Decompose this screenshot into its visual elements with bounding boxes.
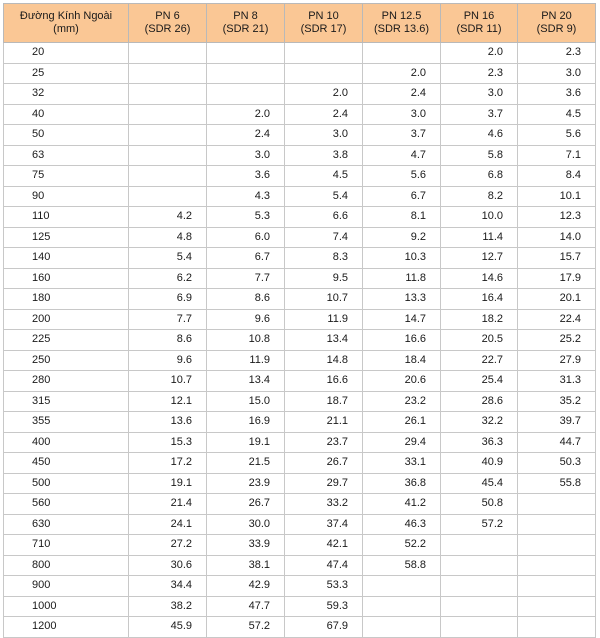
table-row [4,125,596,146]
wall-thickness-cell: 33.1 [363,453,441,474]
table-row [4,350,596,371]
header-pn12-5 [363,4,441,43]
wall-thickness-cell [363,43,441,64]
header-line: PN 10 [308,10,339,22]
header-line: (SDR 21) [222,23,269,35]
header-row [4,4,596,43]
wall-thickness-cell: 9.6 [207,309,285,330]
wall-thickness-cell [285,63,363,84]
wall-thickness-cell: 8.3 [285,248,363,269]
wall-thickness-cell: 57.2 [207,617,285,638]
header-line: PN 12.5 [381,10,422,22]
wall-thickness-cell: 45.9 [129,617,207,638]
table-row [4,309,596,330]
outer-diameter-cell: 1000 [4,596,129,617]
wall-thickness-cell: 9.6 [129,350,207,371]
wall-thickness-cell: 19.1 [129,473,207,494]
table-row [4,453,596,474]
wall-thickness-cell: 18.4 [363,350,441,371]
wall-thickness-cell: 5.4 [285,186,363,207]
wall-thickness-cell: 11.8 [363,268,441,289]
wall-thickness-cell: 4.7 [363,145,441,166]
wall-thickness-cell: 47.4 [285,555,363,576]
wall-thickness-cell [518,535,596,556]
wall-thickness-cell: 16.4 [441,289,518,310]
wall-thickness-cell: 12.7 [441,248,518,269]
wall-thickness-cell: 6.7 [363,186,441,207]
wall-thickness-cell: 27.2 [129,535,207,556]
wall-thickness-cell: 23.2 [363,391,441,412]
wall-thickness-cell: 58.8 [363,555,441,576]
wall-thickness-cell: 17.2 [129,453,207,474]
wall-thickness-cell: 33.9 [207,535,285,556]
wall-thickness-cell: 7.7 [129,309,207,330]
wall-thickness-cell: 6.0 [207,227,285,248]
header-pn6 [129,4,207,43]
header-pn10 [285,4,363,43]
wall-thickness-cell: 57.2 [441,514,518,535]
wall-thickness-cell: 5.3 [207,207,285,228]
wall-thickness-cell: 13.4 [285,330,363,351]
wall-thickness-cell: 29.7 [285,473,363,494]
outer-diameter-cell: 450 [4,453,129,474]
wall-thickness-cell: 32.2 [441,412,518,433]
wall-thickness-cell [129,104,207,125]
wall-thickness-cell: 45.4 [441,473,518,494]
wall-thickness-cell [129,43,207,64]
wall-thickness-cell: 20.5 [441,330,518,351]
wall-thickness-cell: 24.1 [129,514,207,535]
wall-thickness-cell [207,63,285,84]
wall-thickness-cell: 10.1 [518,186,596,207]
wall-thickness-cell: 37.4 [285,514,363,535]
wall-thickness-cell: 2.3 [518,43,596,64]
wall-thickness-cell: 16.6 [363,330,441,351]
wall-thickness-cell: 6.7 [207,248,285,269]
wall-thickness-cell: 35.2 [518,391,596,412]
wall-thickness-cell: 14.7 [363,309,441,330]
wall-thickness-cell [518,617,596,638]
wall-thickness-cell: 14.0 [518,227,596,248]
wall-thickness-cell: 18.2 [441,309,518,330]
wall-thickness-cell [285,43,363,64]
table-row [4,596,596,617]
wall-thickness-cell: 8.4 [518,166,596,187]
header-line: (SDR 26) [144,23,191,35]
wall-thickness-cell: 22.4 [518,309,596,330]
wall-thickness-cell: 46.3 [363,514,441,535]
wall-thickness-cell: 7.4 [285,227,363,248]
wall-thickness-cell: 11.9 [285,309,363,330]
wall-thickness-cell: 17.9 [518,268,596,289]
wall-thickness-cell: 38.2 [129,596,207,617]
wall-thickness-cell: 42.9 [207,576,285,597]
wall-thickness-cell [441,555,518,576]
wall-thickness-cell: 9.2 [363,227,441,248]
table-row [4,576,596,597]
header-line: (SDR 9) [536,23,577,35]
table-row [4,268,596,289]
outer-diameter-cell: 90 [4,186,129,207]
wall-thickness-cell: 3.0 [518,63,596,84]
wall-thickness-cell: 16.6 [285,371,363,392]
table-row [4,371,596,392]
wall-thickness-cell: 19.1 [207,432,285,453]
outer-diameter-cell: 40 [4,104,129,125]
wall-thickness-cell: 16.9 [207,412,285,433]
wall-thickness-cell: 31.3 [518,371,596,392]
table-row [4,84,596,105]
wall-thickness-cell: 4.2 [129,207,207,228]
wall-thickness-cell: 14.8 [285,350,363,371]
wall-thickness-cell: 21.5 [207,453,285,474]
outer-diameter-cell: 140 [4,248,129,269]
table-container [3,3,596,638]
wall-thickness-cell: 4.6 [441,125,518,146]
outer-diameter-cell: 50 [4,125,129,146]
wall-thickness-cell [441,576,518,597]
wall-thickness-cell: 22.7 [441,350,518,371]
wall-thickness-cell: 20.6 [363,371,441,392]
wall-thickness-cell: 3.7 [363,125,441,146]
wall-thickness-cell: 3.8 [285,145,363,166]
header-line: (SDR 13.6) [373,23,430,35]
wall-thickness-cell: 42.1 [285,535,363,556]
wall-thickness-cell: 38.1 [207,555,285,576]
wall-thickness-cell: 44.7 [518,432,596,453]
outer-diameter-cell: 25 [4,63,129,84]
table-row [4,186,596,207]
wall-thickness-cell: 10.7 [285,289,363,310]
wall-thickness-cell [129,84,207,105]
header-line: PN 16 [463,10,495,22]
wall-thickness-cell: 59.3 [285,596,363,617]
outer-diameter-cell: 500 [4,473,129,494]
outer-diameter-cell: 400 [4,432,129,453]
wall-thickness-cell [363,617,441,638]
wall-thickness-cell: 30.0 [207,514,285,535]
wall-thickness-cell [207,43,285,64]
table-body [4,43,596,638]
wall-thickness-cell: 4.8 [129,227,207,248]
wall-thickness-cell: 4.5 [518,104,596,125]
wall-thickness-cell: 8.2 [441,186,518,207]
pipe-wall-thickness-table [3,3,596,638]
wall-thickness-cell: 29.4 [363,432,441,453]
wall-thickness-cell: 36.8 [363,473,441,494]
wall-thickness-cell: 10.0 [441,207,518,228]
outer-diameter-cell: 560 [4,494,129,515]
table-row [4,514,596,535]
outer-diameter-cell: 315 [4,391,129,412]
outer-diameter-cell: 280 [4,371,129,392]
wall-thickness-cell: 15.0 [207,391,285,412]
header-line: PN 6 [155,10,180,22]
wall-thickness-cell: 67.9 [285,617,363,638]
wall-thickness-cell: 36.3 [441,432,518,453]
table-row [4,391,596,412]
wall-thickness-cell: 39.7 [518,412,596,433]
table-row [4,43,596,64]
wall-thickness-cell: 8.6 [129,330,207,351]
outer-diameter-cell: 225 [4,330,129,351]
wall-thickness-cell: 6.2 [129,268,207,289]
wall-thickness-cell: 2.0 [363,63,441,84]
wall-thickness-cell [518,596,596,617]
table-row [4,617,596,638]
wall-thickness-cell: 2.4 [207,125,285,146]
wall-thickness-cell: 3.6 [207,166,285,187]
header-line: PN 8 [233,10,258,22]
outer-diameter-cell: 630 [4,514,129,535]
wall-thickness-cell [129,166,207,187]
outer-diameter-cell: 75 [4,166,129,187]
wall-thickness-cell [518,576,596,597]
wall-thickness-cell: 11.9 [207,350,285,371]
wall-thickness-cell: 5.6 [363,166,441,187]
wall-thickness-cell: 13.3 [363,289,441,310]
wall-thickness-cell: 21.1 [285,412,363,433]
wall-thickness-cell: 6.6 [285,207,363,228]
wall-thickness-cell: 2.3 [441,63,518,84]
wall-thickness-cell: 10.3 [363,248,441,269]
wall-thickness-cell [441,617,518,638]
outer-diameter-cell: 800 [4,555,129,576]
wall-thickness-cell: 12.1 [129,391,207,412]
wall-thickness-cell: 11.4 [441,227,518,248]
table-row [4,412,596,433]
wall-thickness-cell: 5.8 [441,145,518,166]
wall-thickness-cell: 23.9 [207,473,285,494]
wall-thickness-cell: 4.3 [207,186,285,207]
wall-thickness-cell: 41.2 [363,494,441,515]
wall-thickness-cell: 15.3 [129,432,207,453]
wall-thickness-cell: 25.2 [518,330,596,351]
wall-thickness-cell [518,514,596,535]
wall-thickness-cell: 2.0 [441,43,518,64]
wall-thickness-cell: 25.4 [441,371,518,392]
wall-thickness-cell: 26.7 [285,453,363,474]
wall-thickness-cell: 27.9 [518,350,596,371]
wall-thickness-cell: 3.0 [285,125,363,146]
wall-thickness-cell: 14.6 [441,268,518,289]
wall-thickness-cell [129,125,207,146]
table-row [4,166,596,187]
wall-thickness-cell: 26.7 [207,494,285,515]
wall-thickness-cell: 4.5 [285,166,363,187]
wall-thickness-cell: 28.6 [441,391,518,412]
wall-thickness-cell [207,84,285,105]
wall-thickness-cell: 10.7 [129,371,207,392]
table-row [4,535,596,556]
wall-thickness-cell: 12.3 [518,207,596,228]
outer-diameter-cell: 110 [4,207,129,228]
wall-thickness-cell: 33.2 [285,494,363,515]
table-row [4,330,596,351]
wall-thickness-cell: 7.7 [207,268,285,289]
header-line: (mm) [53,23,79,35]
wall-thickness-cell: 34.4 [129,576,207,597]
wall-thickness-cell [129,145,207,166]
wall-thickness-cell: 3.7 [441,104,518,125]
wall-thickness-cell: 10.8 [207,330,285,351]
wall-thickness-cell: 6.8 [441,166,518,187]
wall-thickness-cell [518,555,596,576]
table-row [4,63,596,84]
wall-thickness-cell: 2.4 [363,84,441,105]
wall-thickness-cell: 55.8 [518,473,596,494]
outer-diameter-cell: 63 [4,145,129,166]
wall-thickness-cell: 5.6 [518,125,596,146]
outer-diameter-cell: 200 [4,309,129,330]
table-row [4,227,596,248]
wall-thickness-cell: 3.0 [363,104,441,125]
wall-thickness-cell: 2.4 [285,104,363,125]
table-row [4,555,596,576]
outer-diameter-cell: 180 [4,289,129,310]
outer-diameter-cell: 710 [4,535,129,556]
table-row [4,473,596,494]
header-pn8 [207,4,285,43]
header-line: (SDR 17) [300,23,347,35]
table-row [4,145,596,166]
wall-thickness-cell: 21.4 [129,494,207,515]
wall-thickness-cell: 40.9 [441,453,518,474]
outer-diameter-cell: 355 [4,412,129,433]
wall-thickness-cell: 3.0 [207,145,285,166]
wall-thickness-cell: 20.1 [518,289,596,310]
outer-diameter-cell: 1200 [4,617,129,638]
table-row [4,494,596,515]
wall-thickness-cell [129,63,207,84]
wall-thickness-cell: 15.7 [518,248,596,269]
table-row [4,248,596,269]
header-line: Đường Kính Ngoài [19,10,113,22]
wall-thickness-cell: 6.9 [129,289,207,310]
wall-thickness-cell: 50.3 [518,453,596,474]
wall-thickness-cell: 8.6 [207,289,285,310]
outer-diameter-cell: 160 [4,268,129,289]
wall-thickness-cell [441,535,518,556]
wall-thickness-cell [363,596,441,617]
wall-thickness-cell: 3.6 [518,84,596,105]
wall-thickness-cell: 52.2 [363,535,441,556]
outer-diameter-cell: 250 [4,350,129,371]
header-outer-diameter [4,4,129,43]
wall-thickness-cell [518,494,596,515]
table-row [4,289,596,310]
wall-thickness-cell: 7.1 [518,145,596,166]
wall-thickness-cell [363,576,441,597]
outer-diameter-cell: 32 [4,84,129,105]
wall-thickness-cell: 13.6 [129,412,207,433]
table-header [4,4,596,43]
wall-thickness-cell: 9.5 [285,268,363,289]
table-row [4,104,596,125]
wall-thickness-cell [441,596,518,617]
header-line: PN 20 [541,10,572,22]
wall-thickness-cell [129,186,207,207]
wall-thickness-cell: 26.1 [363,412,441,433]
outer-diameter-cell: 900 [4,576,129,597]
table-row [4,432,596,453]
table-row [4,207,596,228]
wall-thickness-cell: 3.0 [441,84,518,105]
wall-thickness-cell: 13.4 [207,371,285,392]
wall-thickness-cell: 50.8 [441,494,518,515]
wall-thickness-cell: 53.3 [285,576,363,597]
wall-thickness-cell: 2.0 [285,84,363,105]
wall-thickness-cell: 23.7 [285,432,363,453]
outer-diameter-cell: 125 [4,227,129,248]
wall-thickness-cell: 2.0 [207,104,285,125]
wall-thickness-cell: 18.7 [285,391,363,412]
wall-thickness-cell: 8.1 [363,207,441,228]
wall-thickness-cell: 5.4 [129,248,207,269]
wall-thickness-cell: 47.7 [207,596,285,617]
header-pn16 [441,4,518,43]
outer-diameter-cell: 20 [4,43,129,64]
wall-thickness-cell: 30.6 [129,555,207,576]
header-line: (SDR 11) [456,23,502,35]
header-pn20 [518,4,596,43]
